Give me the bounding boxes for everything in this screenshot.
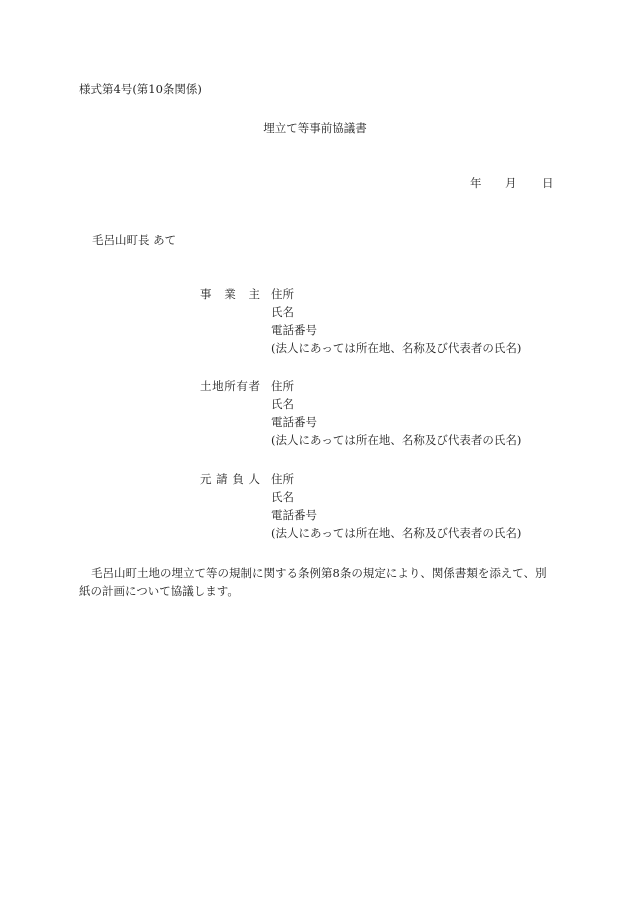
corporate-note: (法人にあっては所在地、名称及び代表者の氏名)	[271, 341, 522, 355]
address-field-label: 住所	[271, 379, 294, 393]
corporate-note: (法人にあっては所在地、名称及び代表者の氏名)	[271, 433, 522, 447]
name-field-label: 氏名	[271, 305, 294, 319]
name-field-label: 氏名	[271, 397, 294, 411]
phone-field-label: 電話番号	[271, 415, 317, 429]
corporate-note: (法人にあっては所在地、名称及び代表者の氏名)	[271, 526, 522, 540]
body-paragraph: 毛呂山町土地の埋立て等の規制に関する条例第8条の規定により、関係書類を添えて、別紙の計画について協議します。	[79, 566, 547, 598]
address-field-label: 住所	[271, 287, 294, 301]
date-day-label: 日	[542, 176, 554, 190]
party-fields	[271, 377, 521, 449]
addressee: 毛呂山町長 あて	[92, 233, 177, 247]
phone-field-label: 電話番号	[271, 323, 317, 337]
address-field-label: 住所	[271, 472, 294, 486]
party-fields	[271, 285, 521, 357]
party-role-label: 元請負人	[200, 472, 260, 486]
date-line	[470, 174, 554, 192]
date-year-label: 年	[470, 176, 482, 190]
party-fields	[271, 470, 521, 542]
date-month-label: 月	[505, 176, 517, 190]
phone-field-label: 電話番号	[271, 508, 317, 522]
party-role-label: 事業主	[200, 287, 260, 301]
party-role-label: 土地所有者	[200, 379, 260, 393]
document-title: 埋立て等事前協議書	[263, 121, 367, 135]
name-field-label: 氏名	[271, 490, 294, 504]
form-number-label: 様式第4号(第10条関係)	[79, 82, 202, 96]
